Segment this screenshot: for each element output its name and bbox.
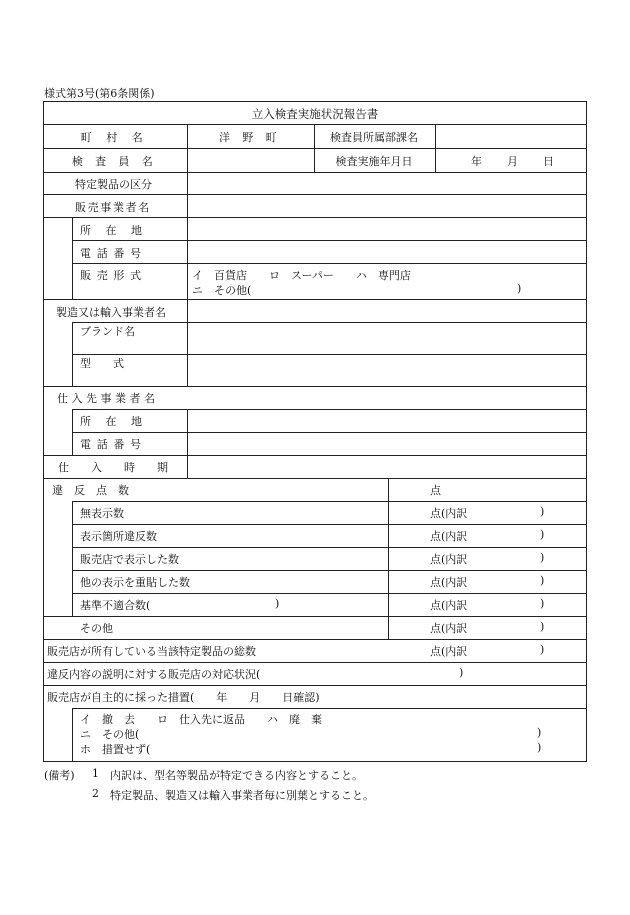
violation-breakdown-close: ) [540,620,545,633]
row-divider [44,616,586,617]
row-divider [72,593,586,594]
date-day: 日 [543,155,554,168]
inspector-name-label: 検 査 員 名 [71,155,158,168]
row-divider [44,172,586,173]
seller-name-label: 販売事業者名 [75,201,151,214]
row-divider [72,354,586,355]
violation-points-label: 違 反 点 数 [52,484,129,497]
row-divider [44,685,586,686]
column-divider [72,322,73,386]
row-divider [44,124,586,125]
violation-breakdown: 点(内訳 [430,645,468,658]
notes-prefix: (備考) [44,769,75,782]
inspection-date-label: 検査実施年月日 [335,155,413,168]
column-divider [72,708,73,762]
column-divider [72,501,73,616]
town-name-label: 町 村 名 [80,131,149,144]
row-divider [72,263,586,264]
seller-phone-label: 電 話 番 号 [80,247,143,260]
violation-breakdown: 点(内訳 [430,553,468,566]
store-response-label: 違反内容の説明に対する販売店の対応状況( [47,668,261,681]
row-divider [72,409,586,410]
violation-item-no-label: 無表示数 [80,507,124,520]
store-response-close: ) [459,666,464,679]
note-2-number: 2 [92,787,99,800]
violation-breakdown-close: ) [540,551,545,564]
violation-breakdown: 点(内訳 [430,507,468,520]
violation-item-other: その他 [80,622,113,635]
row-divider [44,299,586,300]
seller-address-label: 所 在 地 [80,224,148,237]
violation-breakdown: 点(内訳 [430,530,468,543]
violation-points-unit: 点 [430,484,441,497]
row-divider [72,432,586,433]
date-year: 年 [471,155,482,168]
row-divider [44,478,586,479]
form-title: 立入検査実施状況報告書 [251,107,379,121]
note-1-text: 内訳は、型名等製品が特定できる内容とすること。 [110,769,363,782]
store-measures-label: 販売店が自主的に採った措置( 年 月 日確認) [47,691,320,704]
brand-label: ブランド名 [80,325,135,338]
row-divider [72,547,586,548]
violation-item-overlaid: 他の表示を重貼した数 [80,576,190,589]
measures-other: ニ その他( [80,728,140,741]
measures-none-close: ) [537,741,542,754]
row-divider [72,570,586,571]
note-2-text: 特定製品、製造又は輸入事業者毎に別葉とすること。 [110,789,374,802]
violation-breakdown-close: ) [540,574,545,587]
violation-breakdown-close: ) [540,505,545,518]
violation-breakdown: 点(内訳 [430,576,468,589]
row-divider [72,322,586,323]
measures-other-close: ) [537,726,542,739]
column-divider [187,409,188,478]
column-divider [187,124,188,386]
measures-none: ホ 措置せず( [80,743,151,756]
violation-item-nonconforming: 基準不適合数( [80,599,151,612]
nonconforming-close: ) [275,597,280,610]
row-divider [44,217,586,218]
violation-breakdown-close: ) [540,643,545,656]
maker-name-label: 製造又は輸入事業者名 [56,306,166,319]
total-products-label: 販売店が所有している当該特定製品の総数 [47,645,256,658]
violation-breakdown-close: ) [540,597,545,610]
purchase-period-label: 仕 入 時 期 [58,461,168,474]
form-number-label: 様式第3号(第6条関係) [44,87,155,100]
row-divider [44,455,586,456]
column-divider [72,409,73,455]
violation-item-wrong-place: 表示箇所違反数 [80,530,157,543]
violation-breakdown: 点(内訳 [430,622,468,635]
row-divider [44,662,586,663]
note-1-number: 1 [92,767,99,780]
model-label: 型 式 [80,357,124,370]
sales-form-options: イ 百貨店 ロ スーパー ハ 専門店 [192,269,411,282]
date-month: 月 [507,155,518,168]
violation-breakdown: 点(内訳 [430,599,468,612]
measures-options: イ 撤 去 ロ 仕入先に返品 ハ 廃 棄 [80,713,322,726]
column-divider [72,217,73,299]
sales-form-other-close: ) [517,282,522,295]
supplier-name-label: 仕 入 先 事 業 者 名 [57,392,155,405]
supplier-address-label: 所 在 地 [80,415,148,428]
violation-breakdown-close: ) [540,528,545,541]
supplier-phone-label: 電 話 番 号 [80,438,143,451]
row-divider [72,240,586,241]
row-divider [72,708,586,709]
row-divider [44,194,586,195]
row-divider [44,639,586,640]
town-name-value: 洋 野 町 [219,131,281,144]
sales-form-other: ニ その他( [192,284,252,297]
row-divider [72,524,586,525]
column-divider [388,478,389,639]
inspector-department-label: 検査員所属部課名 [330,131,418,144]
row-divider [44,148,586,149]
row-divider [44,386,586,387]
column-divider [435,124,436,172]
row-divider [72,501,586,502]
sales-form-label: 販 売 形 式 [80,269,143,282]
violation-item-store-labeled: 販売店で表示した数 [80,553,179,566]
product-category-label: 特定製品の区分 [75,178,152,191]
